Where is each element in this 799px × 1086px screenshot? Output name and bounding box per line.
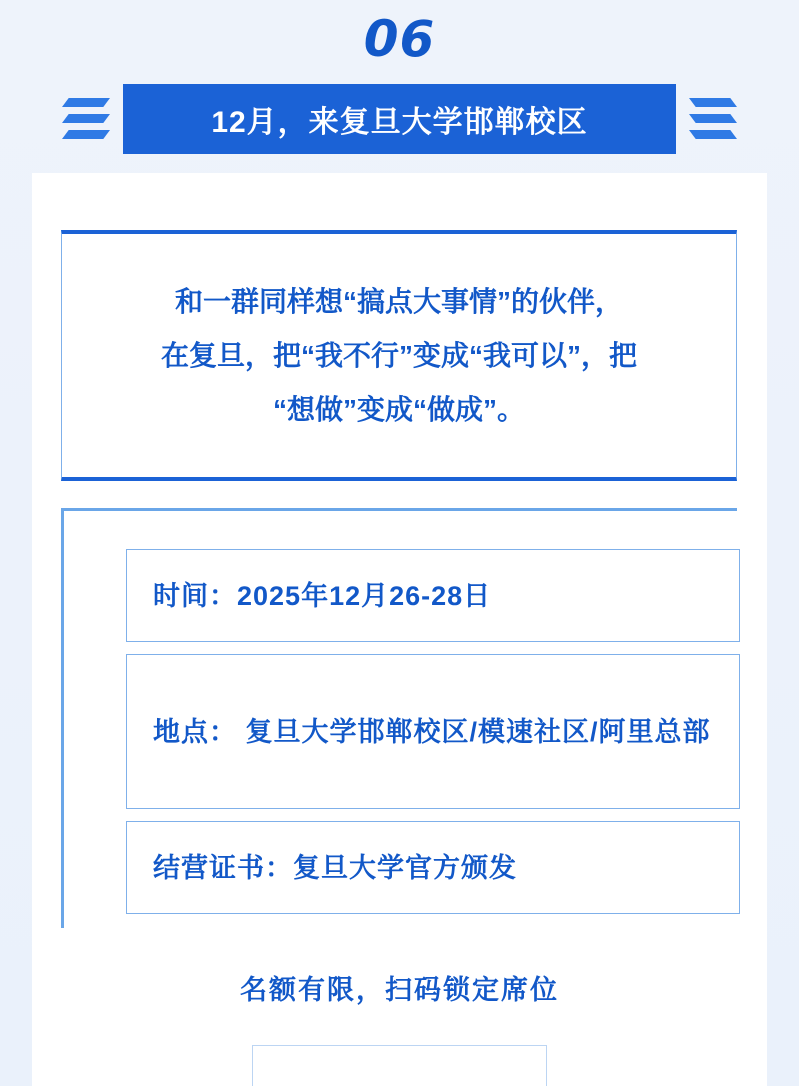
info-certificate-text: 结营证书：复旦大学官方颁发 [153,852,517,883]
qr-code-frame [252,1045,547,1086]
quote-line-3: “想做”变成“做成”。 [272,393,525,425]
info-row-certificate [126,821,740,914]
quote-block [61,230,737,481]
title-row [0,84,799,156]
chevron-right-icon [689,98,737,139]
title-banner-text: 12月，来复旦大学邯郸校区 [211,106,588,139]
chevron-left-icon [62,98,110,139]
info-time-text: 时间：2025年12月26-28日 [153,580,492,611]
content-card [32,173,767,1086]
quote-line-2: 在复旦，把“我不行”变成“我可以”，把 [160,339,637,371]
quote-text [143,275,655,437]
section-number: 06 [363,10,436,68]
info-row-place [126,654,740,809]
info-place-text: 地点： 复旦大学邯郸校区/模速社区/阿里总部 [153,716,711,747]
info-row-time [126,549,740,642]
quote-line-1: 和一群同样想“搞点大事情”的伙伴， [174,285,623,317]
info-section [61,508,737,928]
footer-note: 名额有限，扫码锁定席位 [240,975,559,1005]
title-banner [123,84,676,154]
